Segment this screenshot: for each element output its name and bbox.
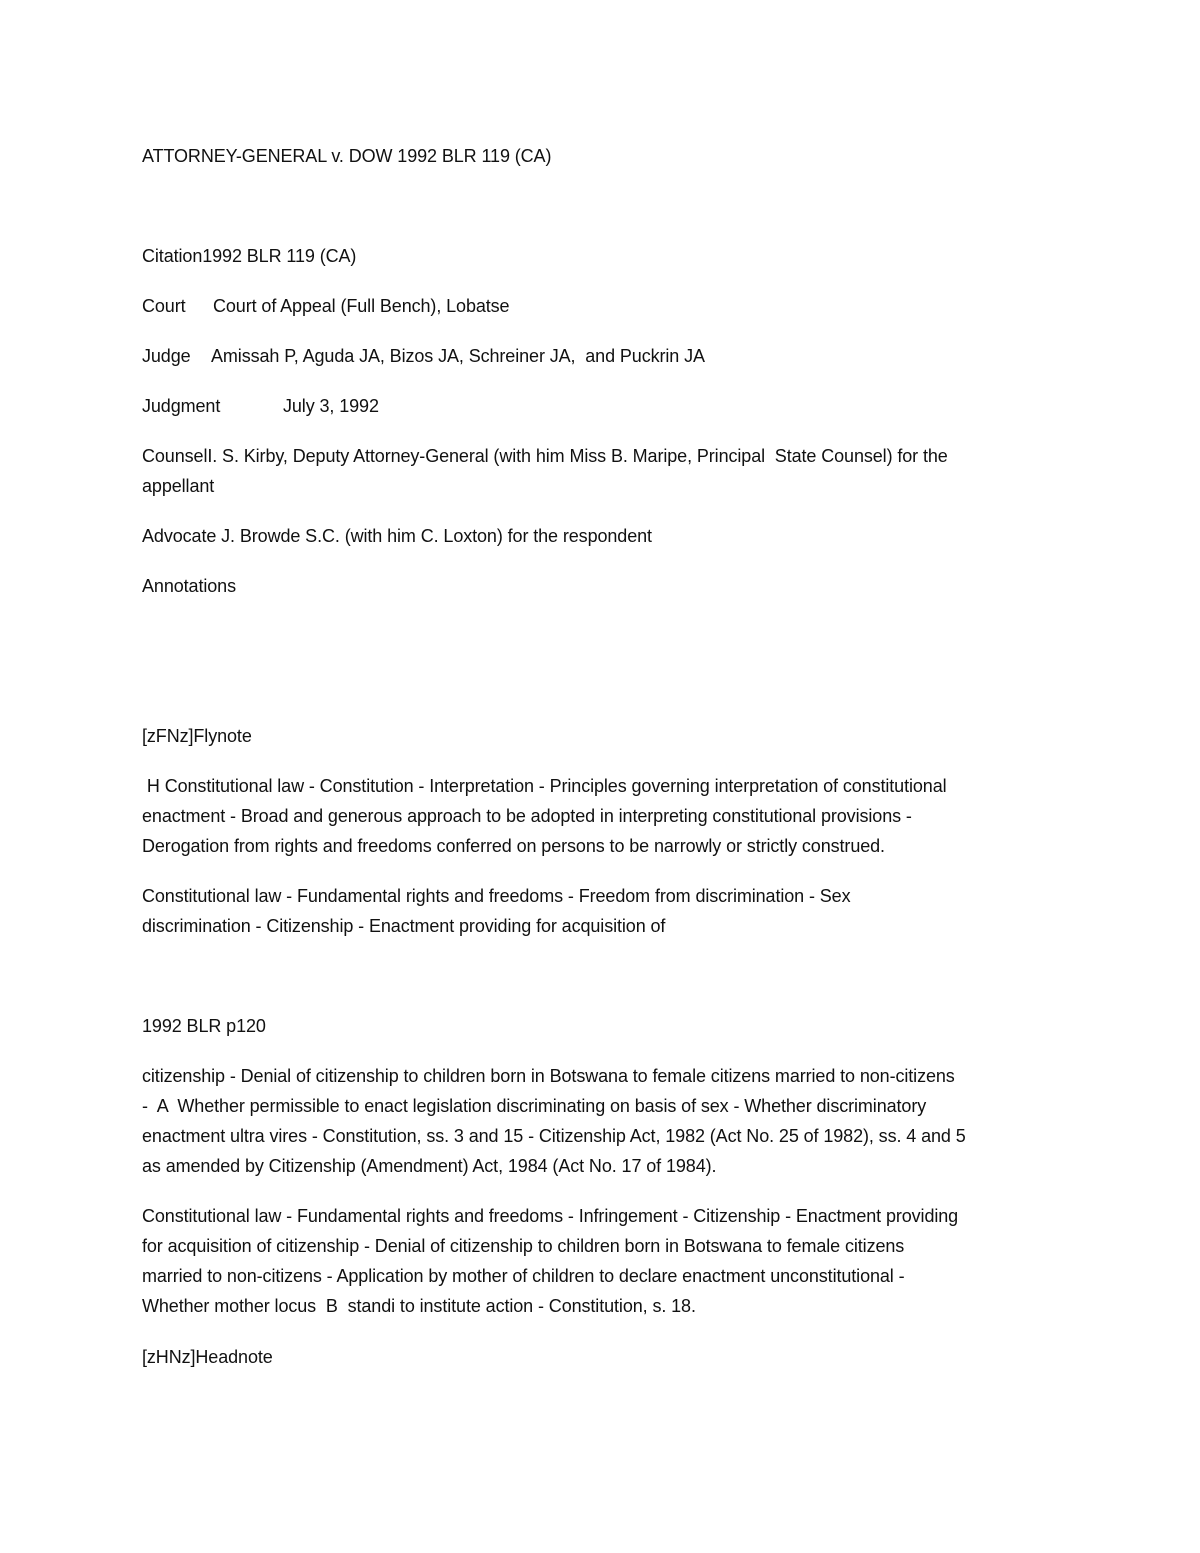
flynote-para1-line2: enactment - Broad and generous approach to be adopted in interpreting constitutional provisions - <box>142 806 912 826</box>
flynote-para2-line2: discrimination - Citizenship - Enactment providing for acquisition of <box>142 916 666 936</box>
continuation-para2-line2: for acquisition of citizenship - Denial of citizenship to children born in Botswana to female citizens <box>142 1236 905 1256</box>
document-title: ATTORNEY-GENERAL v. DOW 1992 BLR 119 (CA) <box>142 146 552 166</box>
continuation-para2-line1: Constitutional law - Fundamental rights and freedoms - Infringement - Citizenship - Enactment providing <box>142 1206 959 1226</box>
continuation-para1-line1: citizenship - Denial of citizenship to children born in Botswana to female citizens married to non-citizens <box>142 1066 955 1086</box>
judge-label: Judge <box>142 346 191 366</box>
counsel-line2: appellant <box>142 476 215 496</box>
annotations-label: Annotations <box>142 576 236 596</box>
flynote-heading: [zFNz]Flynote <box>142 726 252 746</box>
court-row <box>142 291 1072 321</box>
judgment-row <box>142 391 1072 421</box>
counsel-respondent: Advocate J. Browde S.C. (with him C. Loxton) for the respondent <box>142 526 652 546</box>
continuation-para1-line4: as amended by Citizenship (Amendment) Act, 1984 (Act No. 17 of 1984). <box>142 1156 717 1176</box>
court-value: Court of Appeal (Full Bench), Lobatse <box>213 296 510 316</box>
counsel-row <box>142 441 1072 471</box>
continuation-para2-line4: Whether mother locus B standi to institute action - Constitution, s. 18. <box>142 1296 696 1316</box>
citation-value: 1992 BLR 119 (CA) <box>202 246 357 266</box>
court-label: Court <box>142 296 186 316</box>
judge-row <box>142 341 1072 371</box>
judgment-value: July 3, 1992 <box>283 396 379 416</box>
headnote-heading: [zHNz]Headnote <box>142 1347 273 1367</box>
citation-label: Citation <box>142 246 203 266</box>
counsel-label: Counsel <box>142 446 208 466</box>
continuation-para2-line3: married to non-citizens - Application by mother of children to declare enactment unconstitutional - <box>142 1266 905 1286</box>
continuation-para1-line2: - A Whether permissible to enact legislation discriminating on basis of sex - Whether discriminatory <box>142 1096 927 1116</box>
judgment-label: Judgment <box>142 396 221 416</box>
continuation-para1-line3: enactment ultra vires - Constitution, ss. 3 and 15 - Citizenship Act, 1982 (Act No. 25 of 1982), ss. 4 and 5 <box>142 1126 966 1146</box>
counsel-line1: I. S. Kirby, Deputy Attorney-General (with him Miss B. Maripe, Principal State Counsel) for the <box>207 446 948 466</box>
judge-value: Amissah P, Aguda JA, Bizos JA, Schreiner JA, and Puckrin JA <box>211 346 705 366</box>
flynote-para1-line3: Derogation from rights and freedoms conferred on persons to be narrowly or strictly construed. <box>142 836 885 856</box>
flynote-para1-line1: H Constitutional law - Constitution - Interpretation - Principles governing interpretation of constitutional <box>142 776 947 796</box>
page-reference: 1992 BLR p120 <box>142 1016 266 1036</box>
flynote-para2-line1: Constitutional law - Fundamental rights and freedoms - Freedom from discrimination - Sex <box>142 886 851 906</box>
citation-row <box>142 241 1072 271</box>
